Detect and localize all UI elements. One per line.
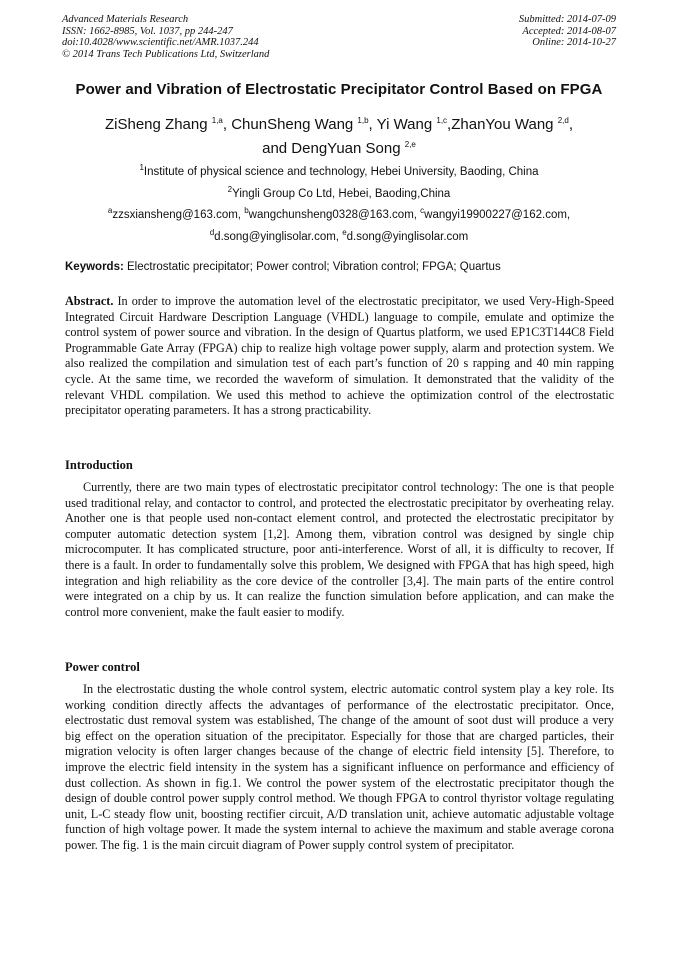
issn-line: ISSN: 1662-8985, Vol. 1037, pp 244-247 [62,25,233,37]
affiliations [0,162,678,248]
section-heading-introduction: Introduction [65,458,133,472]
email-line-1: $^a$zzsxiansheng@163.com, $^b$wangchunsheng0328@163.com, $^c$wangyi19900227@162.com, [107,206,571,221]
power-control-body [65,682,614,854]
author-name: and DengYuan Song [262,140,401,157]
accepted-date: Accepted: 2014-08-07 [522,25,616,37]
abstract-label: Abstract. [65,294,114,308]
power-control-paragraph: In the electrostatic dusting the whole control system, electric automatic control system play a key role. Its working condition directly affects the advantages of performance of the electrostatic precipitator. Once, electrostatic dust removal system was established, The change of the amount of soot dust will produce a very big effect on the operation situation of the precipitator. Especially for those that are charged particles, their migration velocity is often larger changes because of the change of electric field intensity [5]. Therefore, to improve the electric field intensity in the system has a significant influence on performance and efficiency of dust collection. As shown in fig.1. We control the power system of the electrostatic precipitator though the design of double control power supply control method. We though FPGA to control thyristor voltage regulating unit, L-C steady flow unit, boosting rectifier circuit, A/D translation unit, achieve automatic adjustable voltage function of high voltage power. It made the system internal to achieve the maximum and stable average corona power. The fig. 1 is the main circuit diagram of Power supply control system of precipitator. [65,682,614,852]
affiliation-2: $^2$Yingli Group Co Ltd, Hebei, Baoding,China [227,184,451,200]
author-affiliation-marker: 1,b [357,116,369,125]
author-name: Yi Wang [376,116,433,133]
journal-name: Advanced Materials Research [62,14,189,25]
email-link[interactable]: d.song@yinglisolar.com, [214,230,343,243]
paper-title: Power and Vibration of Electrostatic Precipitator Control Based on FPGA [75,81,603,98]
author-list: ZiSheng Zhang $^{1,a}$, ChunSheng Wang $^{1,b}$, Yi Wang $^{1,c}$,ZhanYou Wang $^{2,d}$, and DengYuan Song $^{2,e}$ [105,116,573,157]
abstract [65,294,614,419]
email-link[interactable]: wangchunsheng0328@163.com, [248,209,421,221]
keywords [65,261,501,273]
author-affiliation-marker: 1,a [211,116,223,125]
doi-line: doi:10.4028/www.scientific.net/AMR.1037.244 [62,37,259,48]
email-link[interactable]: d.song@yinglisolar.com [346,230,469,243]
introduction-body [65,480,614,620]
author-affiliation-marker: 1,c [436,116,448,125]
affiliation-1: $^1$Institute of physical science and technology, Hebei University, Baoding, China [139,163,539,178]
email-link[interactable]: wangyi19900227@162.com, [424,209,571,221]
author-name: ChunSheng Wang [231,116,354,133]
publication-dates [519,14,616,49]
copyright-line: © 2014 Trans Tech Publications Ltd, Switzerland [62,48,270,60]
author-affiliation-marker: 2,d [557,116,569,125]
email-link[interactable]: zzsxiansheng@163.com, [112,209,245,221]
section-heading-power-control: Power control [65,660,140,674]
journal-info [62,14,269,60]
keywords-text: Electrostatic precipitator; Power control; Vibration control; FPGA; Quartus [127,261,501,273]
abstract-text: In order to improve the automation level of the electrostatic precipitator, we used Very-High-Speed Integrated Circuit Hardware Description Language (VHDL) language to compile, emulate and optimize the control system of power source and vibration. In the design of Quartus platform, we used EP1C3T144C8 Field Programmable Gate Array (FPGA) chip to realize high voltage power supply, alarm and protection system. We also realized the compilation and simulation test of each part’s function of 20 s rapping and 40 min rapping cycle. At the same time, we recorded the waveform of simulation. It demonstrated that the validity of the relevant VHDL compilation. We used this method to achieve the optimization control of the electrostatic precipitator operating parameters. It has a strong practicability. [65,294,614,418]
author-affiliation-marker: 2,e [404,140,416,149]
author-name: ZiSheng Zhang [105,116,208,133]
keywords-label: Keywords: [65,261,124,273]
online-date: Online: 2014-10-27 [532,37,616,48]
submitted-date: Submitted: 2014-07-09 [518,14,616,25]
introduction-paragraph: Currently, there are two main types of electrostatic precipitator control technology: The one is that people used traditional relay, and contactor to control, and protected the electrostatic precipitator by overheating relay. Another one is that people used non-contact element control, and protected the electrostatic precipitator by computer automatic detection system [1,2]. Among them, vibration control was designed by single chip microcomputer. It has complicated structure, poor anti-interference. Worst of all, it is difficulty to recover, If there is a fault. In order to fundamentally solve this problem, We designed with FPGA that has high speed, high integration and high reliability as the core device of the controller [3,4]. The main parts of the entire control were integrated on a chip by us. It can realize the function simulation before application, and can make the control more convenient, make the fault easier to modify. [65,480,614,619]
email-line-2: $^d$d.song@yinglisolar.com, $^e$d.song@yinglisolar.com [209,227,469,243]
author-name: ZhanYou Wang [451,116,554,133]
